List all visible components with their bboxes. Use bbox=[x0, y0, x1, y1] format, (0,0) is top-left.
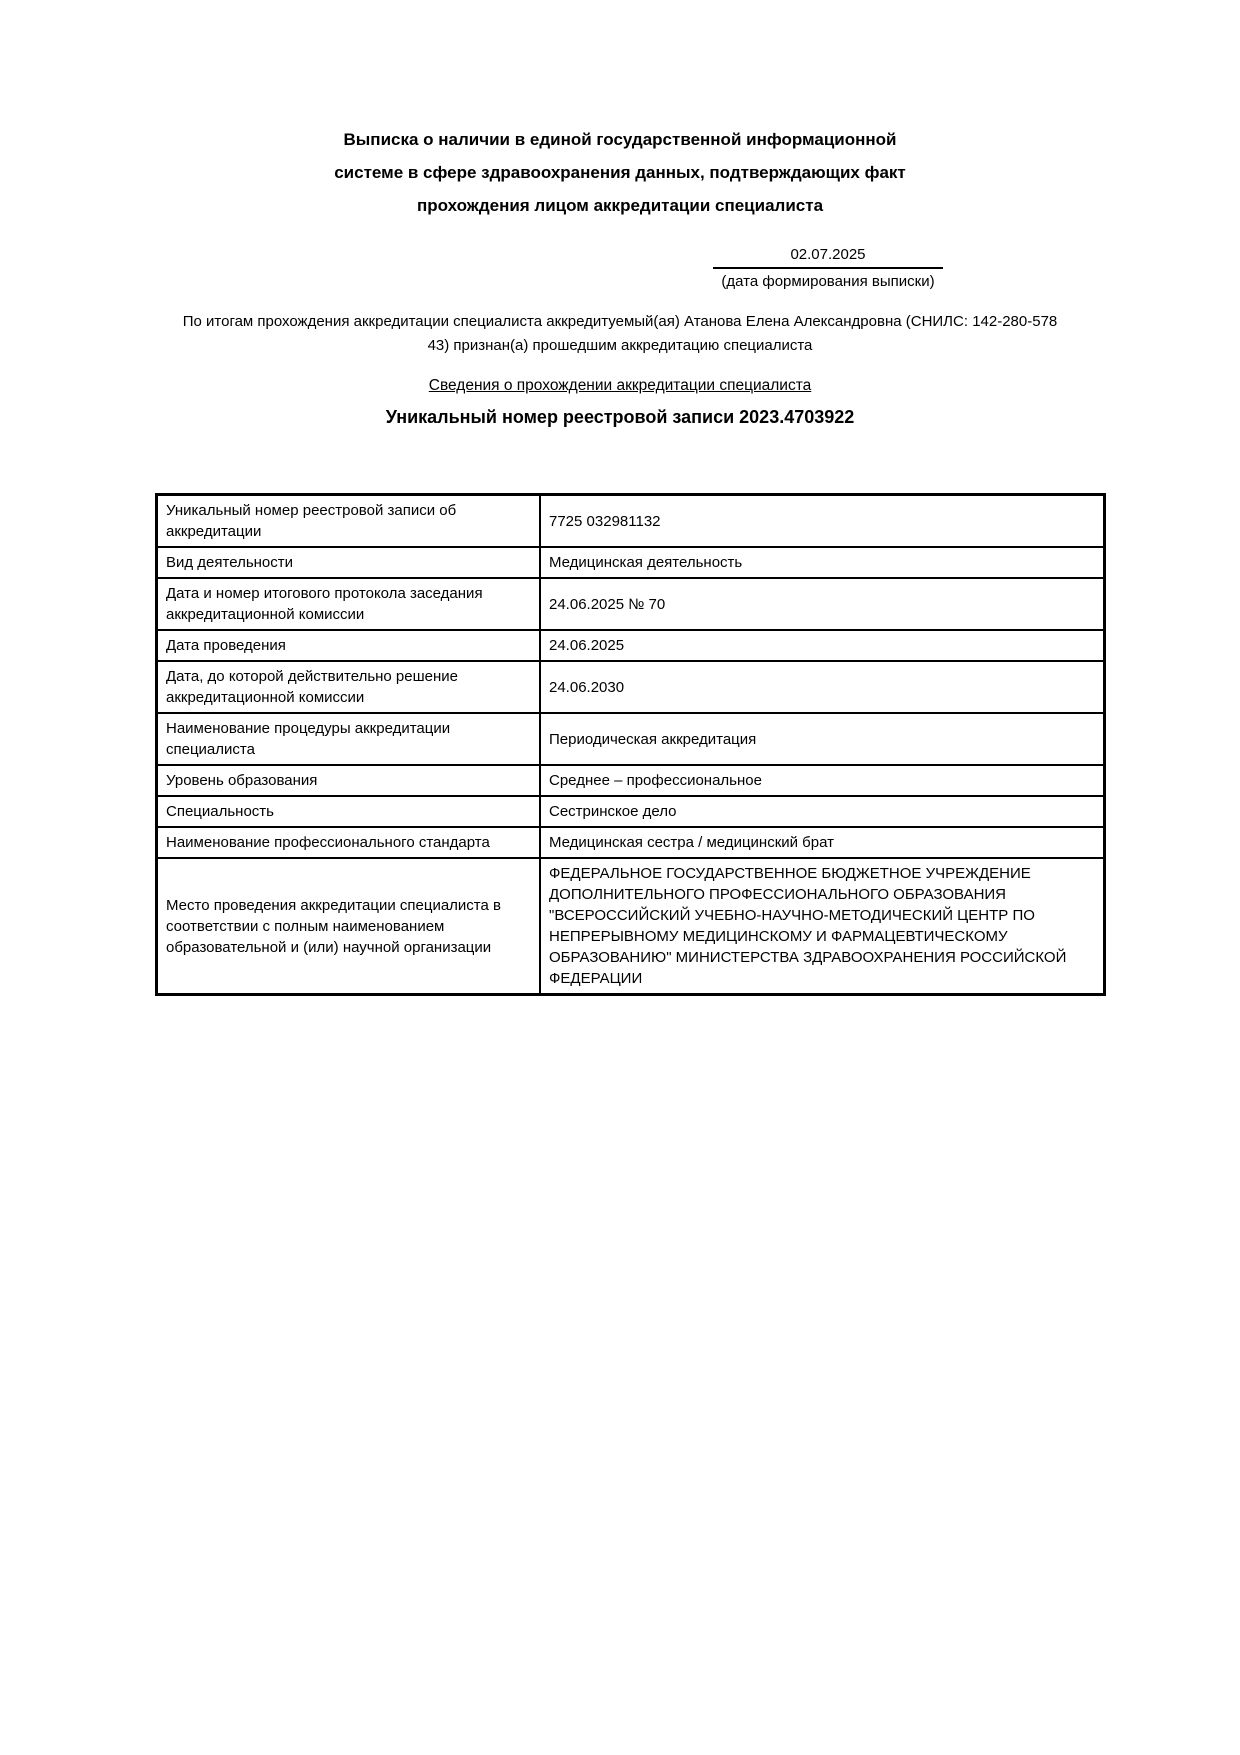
row-value: 24.06.2030 bbox=[540, 661, 1105, 713]
page-title-line-2: системе в сфере здравоохранения данных, подтверждающих факт bbox=[334, 163, 906, 182]
table-row bbox=[157, 765, 1105, 796]
page-title-line-1: Выписка о наличии в единой государственной информационной bbox=[343, 130, 897, 149]
formation-date: 02.07.2025 bbox=[713, 244, 943, 269]
row-label: Место проведения аккредитации специалиста в соответствии с полным наименованием образовательной и (или) научной организации bbox=[157, 858, 541, 995]
row-value: Медицинская сестра / медицинский брат bbox=[540, 827, 1105, 858]
section-heading: Сведения о прохождении аккредитации специалиста bbox=[428, 377, 812, 394]
intro-paragraph-line-2: 43) признан(а) прошедшим аккредитацию специалиста bbox=[427, 337, 813, 354]
intro-paragraph bbox=[0, 310, 1240, 358]
intro-paragraph-line-1: По итогам прохождения аккредитации специалиста аккредитуемый(ая) Атанова Елена Александровна (СНИЛС: 142-280-578 bbox=[182, 313, 1058, 330]
row-value: Периодическая аккредитация bbox=[540, 713, 1105, 765]
row-label: Наименование процедуры аккредитации специалиста bbox=[157, 713, 541, 765]
row-value: 24.06.2025 bbox=[540, 630, 1105, 661]
row-label: Уникальный номер реестровой записи об аккредитации bbox=[157, 495, 541, 548]
formation-date-block bbox=[713, 244, 943, 293]
row-value: 24.06.2025 № 70 bbox=[540, 578, 1105, 630]
row-label: Специальность bbox=[157, 796, 541, 827]
row-label: Наименование профессионального стандарта bbox=[157, 827, 541, 858]
table-row bbox=[157, 858, 1105, 995]
row-value: Сестринское дело bbox=[540, 796, 1105, 827]
table-row bbox=[157, 578, 1105, 630]
formation-date-caption: (дата формирования выписки) bbox=[721, 273, 935, 290]
table-row bbox=[157, 661, 1105, 713]
row-value: ФЕДЕРАЛЬНОЕ ГОСУДАРСТВЕННОЕ БЮДЖЕТНОЕ УЧРЕЖДЕНИЕ ДОПОЛНИТЕЛЬНОГО ПРОФЕССИОНАЛЬНОГО ОБРАЗОВАНИЯ "ВСЕРОССИЙСКИЙ УЧЕБНО-НАУЧНО-МЕТОДИЧЕСКИЙ ЦЕНТР ПО НЕПРЕРЫВНОМУ МЕДИЦИНСКОМУ И ФАРМАЦЕВТИЧЕСКОМУ ОБРАЗОВАНИЮ" МИНИСТЕРСТВА ЗДРАВООХРАНЕНИЯ РОССИЙСКОЙ ФЕДЕРАЦИИ bbox=[540, 858, 1105, 995]
row-label: Дата проведения bbox=[157, 630, 541, 661]
row-value: Среднее – профессиональное bbox=[540, 765, 1105, 796]
row-value: Медицинская деятельность bbox=[540, 547, 1105, 578]
table-row bbox=[157, 713, 1105, 765]
table-row bbox=[157, 630, 1105, 661]
row-label: Дата, до которой действительно решение аккредитационной комиссии bbox=[157, 661, 541, 713]
table-row bbox=[157, 796, 1105, 827]
page-title-line-3: прохождения лицом аккредитации специалиста bbox=[416, 196, 824, 215]
table-row bbox=[157, 495, 1105, 548]
row-label: Уровень образования bbox=[157, 765, 541, 796]
row-label: Вид деятельности bbox=[157, 547, 541, 578]
table-row bbox=[157, 827, 1105, 858]
table-row bbox=[157, 547, 1105, 578]
page-title bbox=[0, 123, 1240, 222]
registry-number-heading: Уникальный номер реестровой записи 2023.4703922 bbox=[385, 407, 855, 427]
row-label: Дата и номер итогового протокола заседания аккредитационной комиссии bbox=[157, 578, 541, 630]
accreditation-table bbox=[155, 493, 1106, 996]
row-value: 7725 032981132 bbox=[540, 495, 1105, 548]
